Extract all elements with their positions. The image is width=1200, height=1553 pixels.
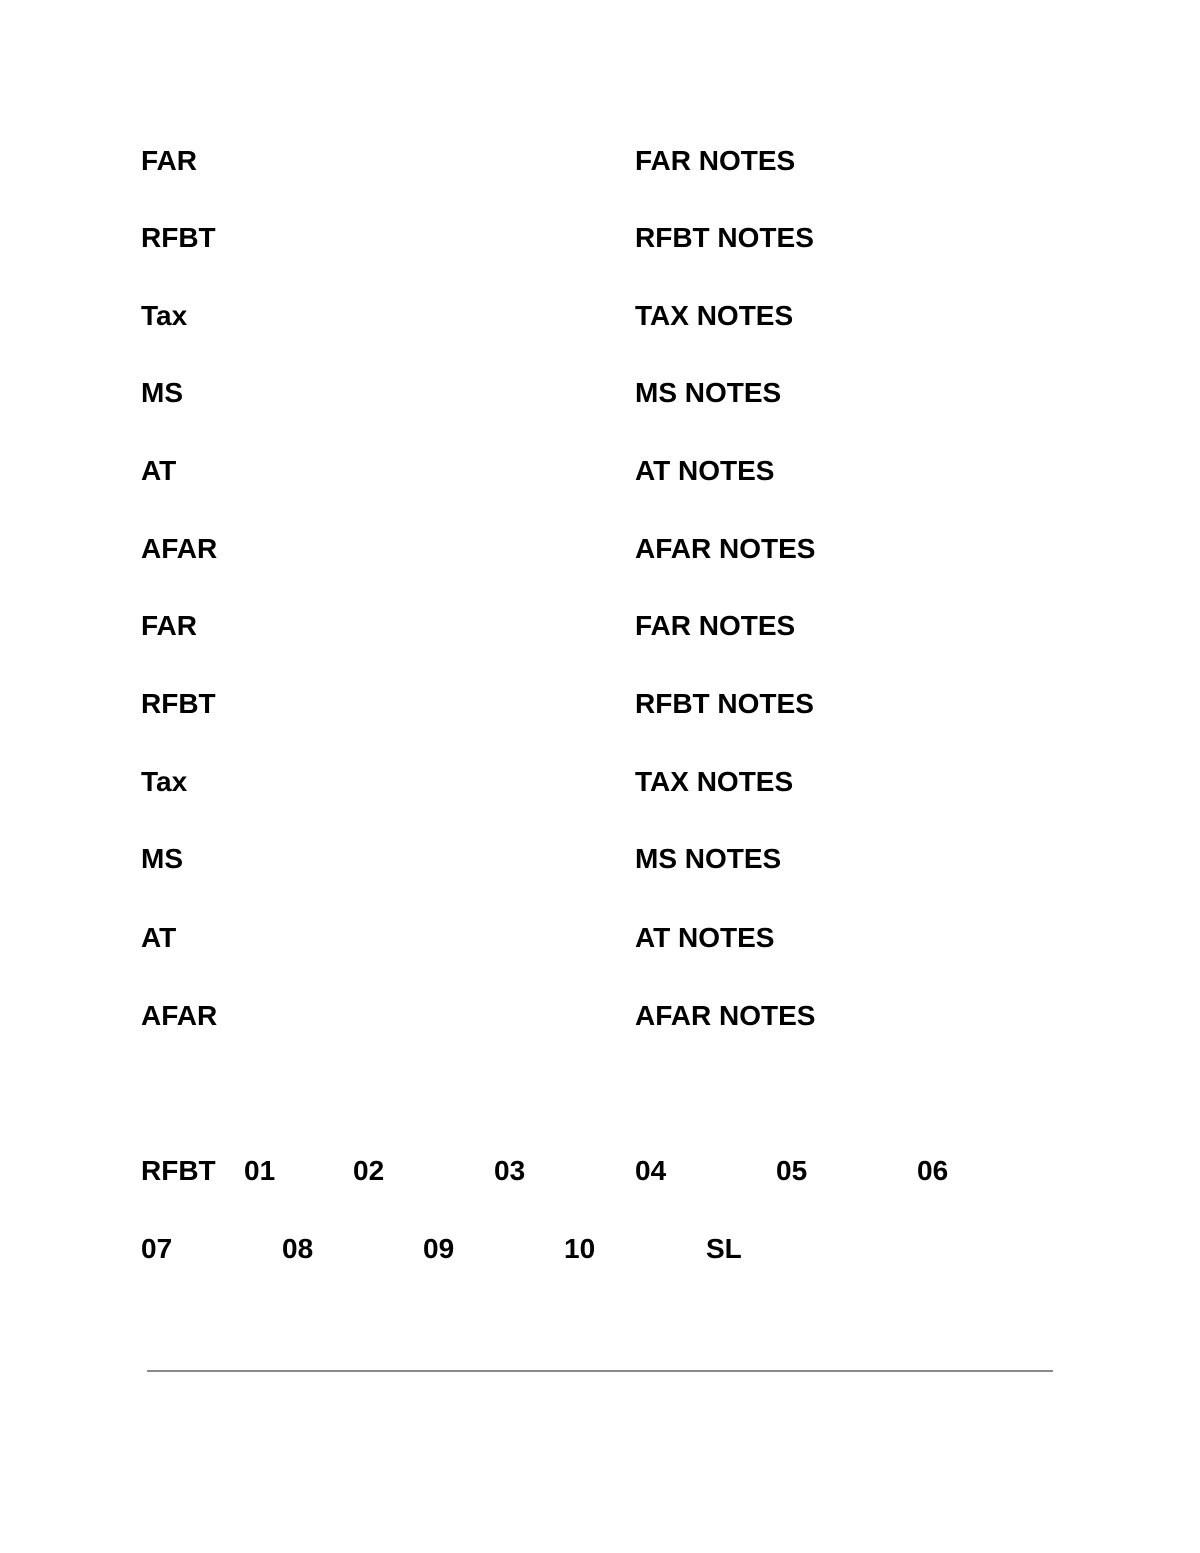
- rfbt-index-item: SL: [706, 1233, 742, 1264]
- subject-row: [141, 531, 1101, 571]
- subject-name: Tax: [141, 300, 188, 331]
- horizontal-divider: [147, 1370, 1053, 1372]
- subject-name: MS: [141, 843, 183, 874]
- subject-notes: RFBT NOTES: [635, 688, 814, 719]
- rfbt-index-item: 09: [423, 1233, 455, 1264]
- subject-row: [141, 453, 1101, 493]
- rfbt-index-item: 01: [244, 1155, 276, 1186]
- subject-name: Tax: [141, 766, 188, 797]
- rfbt-index-item: 04: [635, 1155, 667, 1186]
- subject-notes: AT NOTES: [635, 455, 775, 486]
- rfbt-index-item: 07: [141, 1233, 173, 1264]
- rfbt-index-item: 05: [776, 1155, 808, 1186]
- subject-notes: TAX NOTES: [635, 300, 794, 331]
- rfbt-index-item: 06: [917, 1155, 949, 1186]
- subject-row: [141, 764, 1101, 804]
- rfbt-index-item: 10: [564, 1233, 596, 1264]
- subject-name: AT: [141, 922, 177, 953]
- subject-notes: AFAR NOTES: [635, 1000, 816, 1031]
- rfbt-index-label: RFBT: [141, 1155, 216, 1186]
- subject-row: [141, 608, 1101, 648]
- subject-name: MS: [141, 377, 183, 408]
- subject-name: AT: [141, 455, 177, 486]
- subject-row: [141, 220, 1101, 260]
- subject-row: [141, 998, 1101, 1038]
- subject-name: AFAR: [141, 1000, 218, 1031]
- subject-notes: FAR NOTES: [635, 145, 796, 176]
- rfbt-index-row-1: [141, 1153, 1101, 1193]
- subject-row: [141, 686, 1101, 726]
- subject-name: RFBT: [141, 688, 216, 719]
- subject-notes: RFBT NOTES: [635, 222, 814, 253]
- subject-row: [141, 920, 1101, 960]
- rfbt-index-row-2: [141, 1231, 1101, 1271]
- subject-notes: MS NOTES: [635, 843, 782, 874]
- subject-notes: MS NOTES: [635, 377, 782, 408]
- subject-notes: FAR NOTES: [635, 610, 796, 641]
- rfbt-index-item: 08: [282, 1233, 314, 1264]
- subject-row: [141, 375, 1101, 415]
- subject-notes: AT NOTES: [635, 922, 775, 953]
- subject-notes: TAX NOTES: [635, 766, 794, 797]
- subject-row: [141, 143, 1101, 183]
- subject-name: RFBT: [141, 222, 216, 253]
- subject-name: FAR: [141, 610, 197, 641]
- subject-notes: AFAR NOTES: [635, 533, 816, 564]
- subject-row: [141, 298, 1101, 338]
- subject-name: AFAR: [141, 533, 218, 564]
- subject-name: FAR: [141, 145, 197, 176]
- subject-row: [141, 841, 1101, 881]
- rfbt-index-item: 03: [494, 1155, 526, 1186]
- rfbt-index-item: 02: [353, 1155, 385, 1186]
